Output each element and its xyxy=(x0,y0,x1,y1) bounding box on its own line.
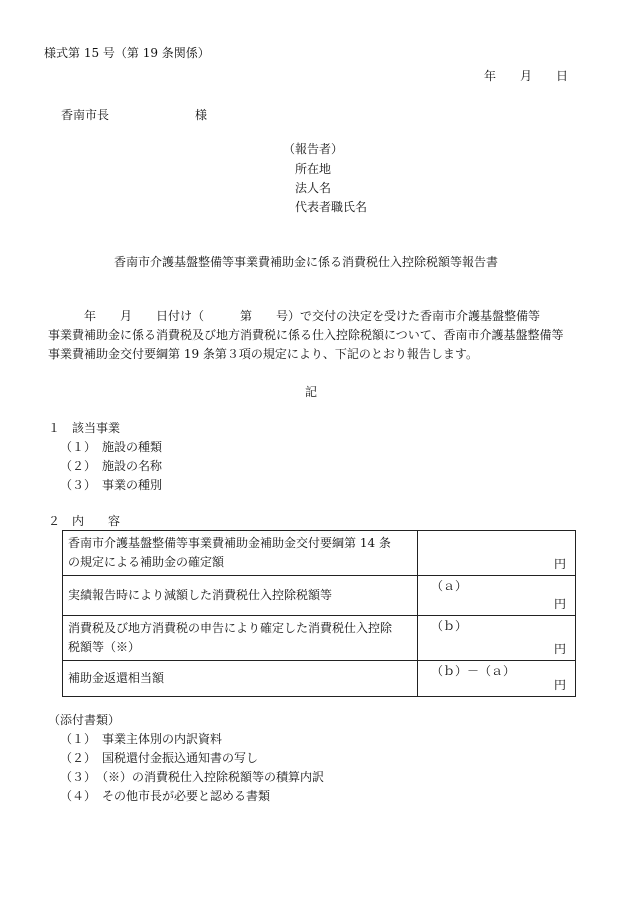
body-line-1: 年 月 日付け（ 第 号）で交付の決定を受けた香南市介護基盤整備等 xyxy=(48,309,541,323)
addressee-honorific: 様 xyxy=(195,108,208,122)
addressee-name: 香南市長 xyxy=(61,108,110,122)
row-amount-cell xyxy=(418,616,576,661)
yen-unit: 円 xyxy=(553,597,566,611)
row-label-line1: 補助金返還相当額 xyxy=(68,671,165,685)
row-label xyxy=(63,661,418,697)
table-row xyxy=(63,531,576,576)
row-label xyxy=(63,531,418,576)
section1-heading: １ 該当事業 xyxy=(48,421,121,435)
yen-unit: 円 xyxy=(553,642,566,656)
section1-item-2: （２） 施設の名称 xyxy=(60,459,163,473)
row-label-line2: 税額等（※） xyxy=(68,640,141,654)
ki-heading: 記 xyxy=(305,385,318,399)
section1-item-3: （３） 事業の種別 xyxy=(60,478,163,492)
attachment-item-2: （２） 国税還付金振込通知書の写し xyxy=(60,751,259,765)
row-amount-cell xyxy=(418,576,576,616)
attachment-item-3: （３） （※）の消費税仕入控除税額等の積算内訳 xyxy=(60,770,325,784)
document-title: 香南市介護基盤整備等事業費補助金に係る消費税仕入控除税額等報告書 xyxy=(114,255,499,269)
row-label-line2: の規定による補助金の確定額 xyxy=(68,555,225,569)
reporter-title: （報告者） xyxy=(283,142,344,156)
row-amount-note: （ｂ）－（ａ） xyxy=(431,664,516,678)
section2-heading: ２ 内 容 xyxy=(48,514,121,528)
table-row xyxy=(63,661,576,697)
body-line-3: 事業費補助金交付要綱第 19 条第３項の規定により、下記のとおり報告します。 xyxy=(48,347,478,361)
report-date: 年 月 日 xyxy=(484,69,569,83)
yen-unit: 円 xyxy=(553,557,566,571)
row-label-line1: 実績報告時により減額した消費税仕入控除税額等 xyxy=(68,588,333,602)
attachments-heading: （添付書類） xyxy=(48,713,121,727)
section1-item-1: （１） 施設の種類 xyxy=(60,440,163,454)
row-amount-cell xyxy=(418,661,576,697)
table-row xyxy=(63,616,576,661)
body-paragraph xyxy=(48,307,564,364)
attachment-item-4: （４） その他市長が必要と認める書類 xyxy=(60,789,271,803)
row-label xyxy=(63,616,418,661)
body-line-2: 事業費補助金に係る消費税及び地方消費税に係る仕入控除税額について、香南市介護基盤整備等 xyxy=(48,328,564,342)
row-amount-note: （ａ） xyxy=(431,579,468,593)
attachment-item-1: （１） 事業主体別の内訳資料 xyxy=(60,732,223,746)
reporter-corporation-label: 法人名 xyxy=(295,181,332,195)
row-amount-cell xyxy=(418,531,576,576)
reporter-address-label: 所在地 xyxy=(295,162,332,176)
row-label-line1: 香南市介護基盤整備等事業費補助金補助金交付要綱第 14 条 xyxy=(68,536,391,550)
reporter-representative-label: 代表者職氏名 xyxy=(295,200,368,214)
row-amount-note: （ｂ） xyxy=(431,619,468,633)
content-table xyxy=(62,530,576,697)
row-label xyxy=(63,576,418,616)
yen-unit: 円 xyxy=(553,678,566,692)
row-label-line1: 消費税及び地方消費税の申告により確定した消費税仕入控除 xyxy=(68,621,393,635)
form-number: 様式第 15 号（第 19 条関係） xyxy=(44,46,210,60)
table-row xyxy=(63,576,576,616)
